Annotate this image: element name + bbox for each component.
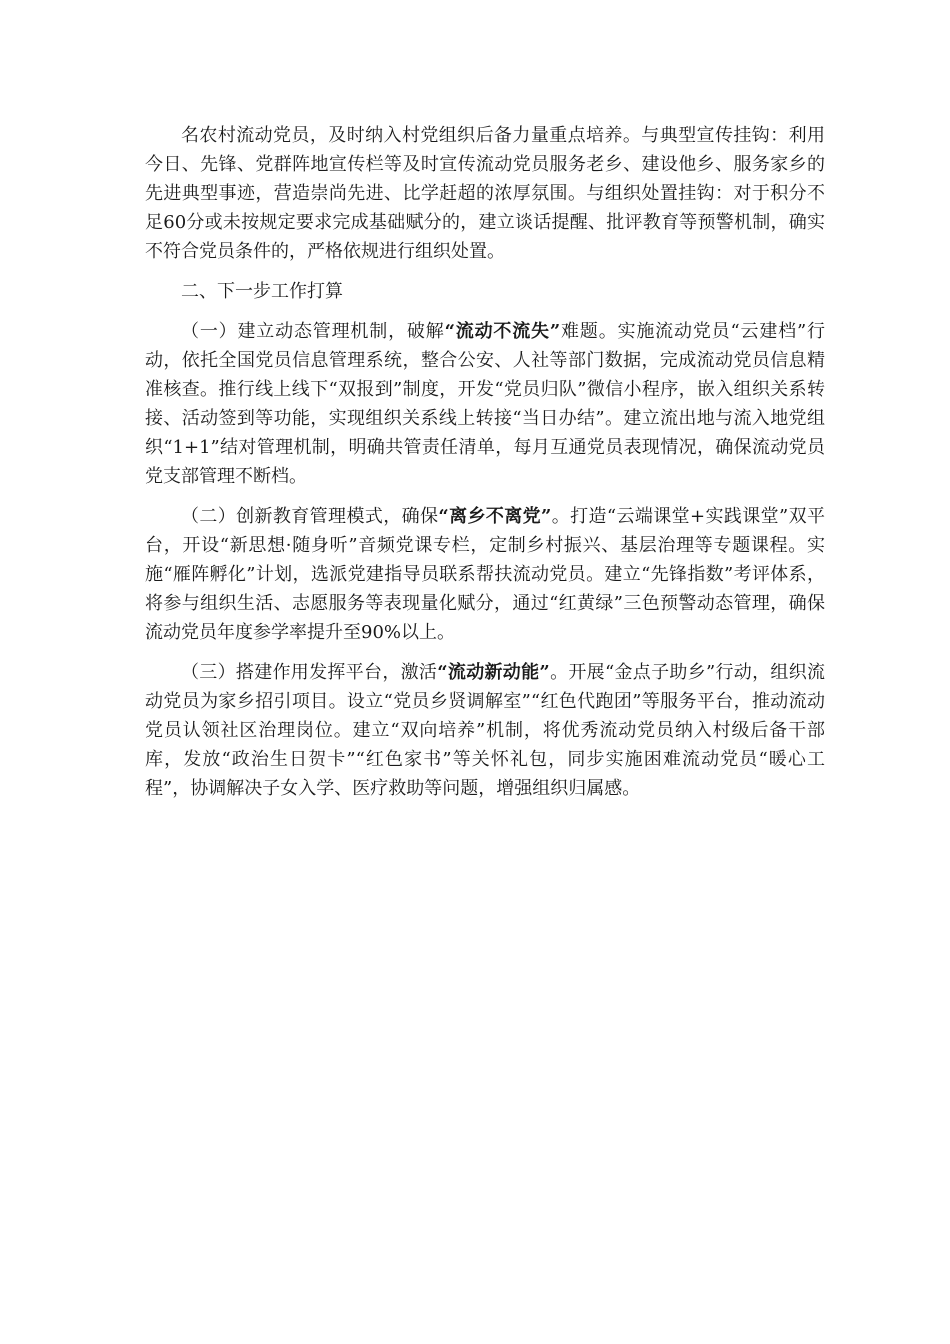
paragraph-item-2 — [145, 502, 825, 647]
item-3-lead: （三）搭建作用发挥平台，激活 — [181, 662, 438, 683]
paragraph-intro: 名农村流动党员，及时纳入村党组织后备力量重点培养。与典型宣传挂钩：利用今日、先锋、党群阵地宣传栏等及时宣传流动党员服务老乡、建设他乡、服务家乡的先进典型事迹，营造崇尚先进、比学赶超的浓厚氛围。与组织处置挂钩：对于积分不足60分或未按规定要求完成基础赋分的，建立谈话提醒、批评教育等预警机制，确实不符合党员条件的，严格依规进行组织处置。 — [145, 125, 825, 262]
item-2-body: 。打造“云端课堂+实践课堂”双平台，开设“新思想·随身听”音频党课专栏，定制乡村振兴、基层治理等专题课程。实施“雁阵孵化”计划，选派党建指导员联系帮扶流动党员。建立“先锋指数”考评体系，将参与组织生活、志愿服务等表现量化赋分，通过“红黄绿”三色预警动态管理，确保流动党员年度参学率提升至90%以上。 — [145, 506, 825, 643]
item-2-emphasis: “离乡不离党” — [438, 506, 552, 527]
section-heading: 二、下一步工作打算 — [181, 281, 343, 302]
item-2-lead: （二）创新教育管理模式，确保 — [181, 506, 439, 527]
paragraph-item-1 — [145, 317, 825, 491]
item-1-body: 难题。实施流动党员“云建档”行动，依托全国党员信息管理系统，整合公安、人社等部门数据，完成流动党员信息精准核查。推行线上线下“双报到”制度，开发“党员归队”微信小程序，嵌入组织关系转接、活动签到等功能，实现组织关系线上转接“当日办结”。建立流出地与流入地党组织“1+1”结对管理机制，明确共管责任清单，每月互通党员表现情况，确保流动党员党支部管理不断档。 — [145, 321, 826, 487]
item-1-emphasis: “流动不流失” — [444, 321, 561, 342]
document-page — [145, 121, 825, 814]
item-3-emphasis: “流动新动能” — [437, 662, 550, 683]
item-1-lead: （一）建立动态管理机制，破解 — [181, 321, 445, 342]
item-3-body: 。开展“金点子助乡”行动，组织流动党员为家乡招引项目。设立“党员乡贤调解室”“红色代跑团”等服务平台，推动流动党员认领社区治理岗位。建立“双向培养”机制，将优秀流动党员纳入村级后备干部库，发放“政治生日贺卡”“红色家书”等关怀礼包，同步实施困难流动党员“暖心工程”，协调解决子女入学、医疗救助等问题，增强组织归属感。 — [145, 662, 826, 799]
paragraph-item-3 — [145, 658, 825, 803]
